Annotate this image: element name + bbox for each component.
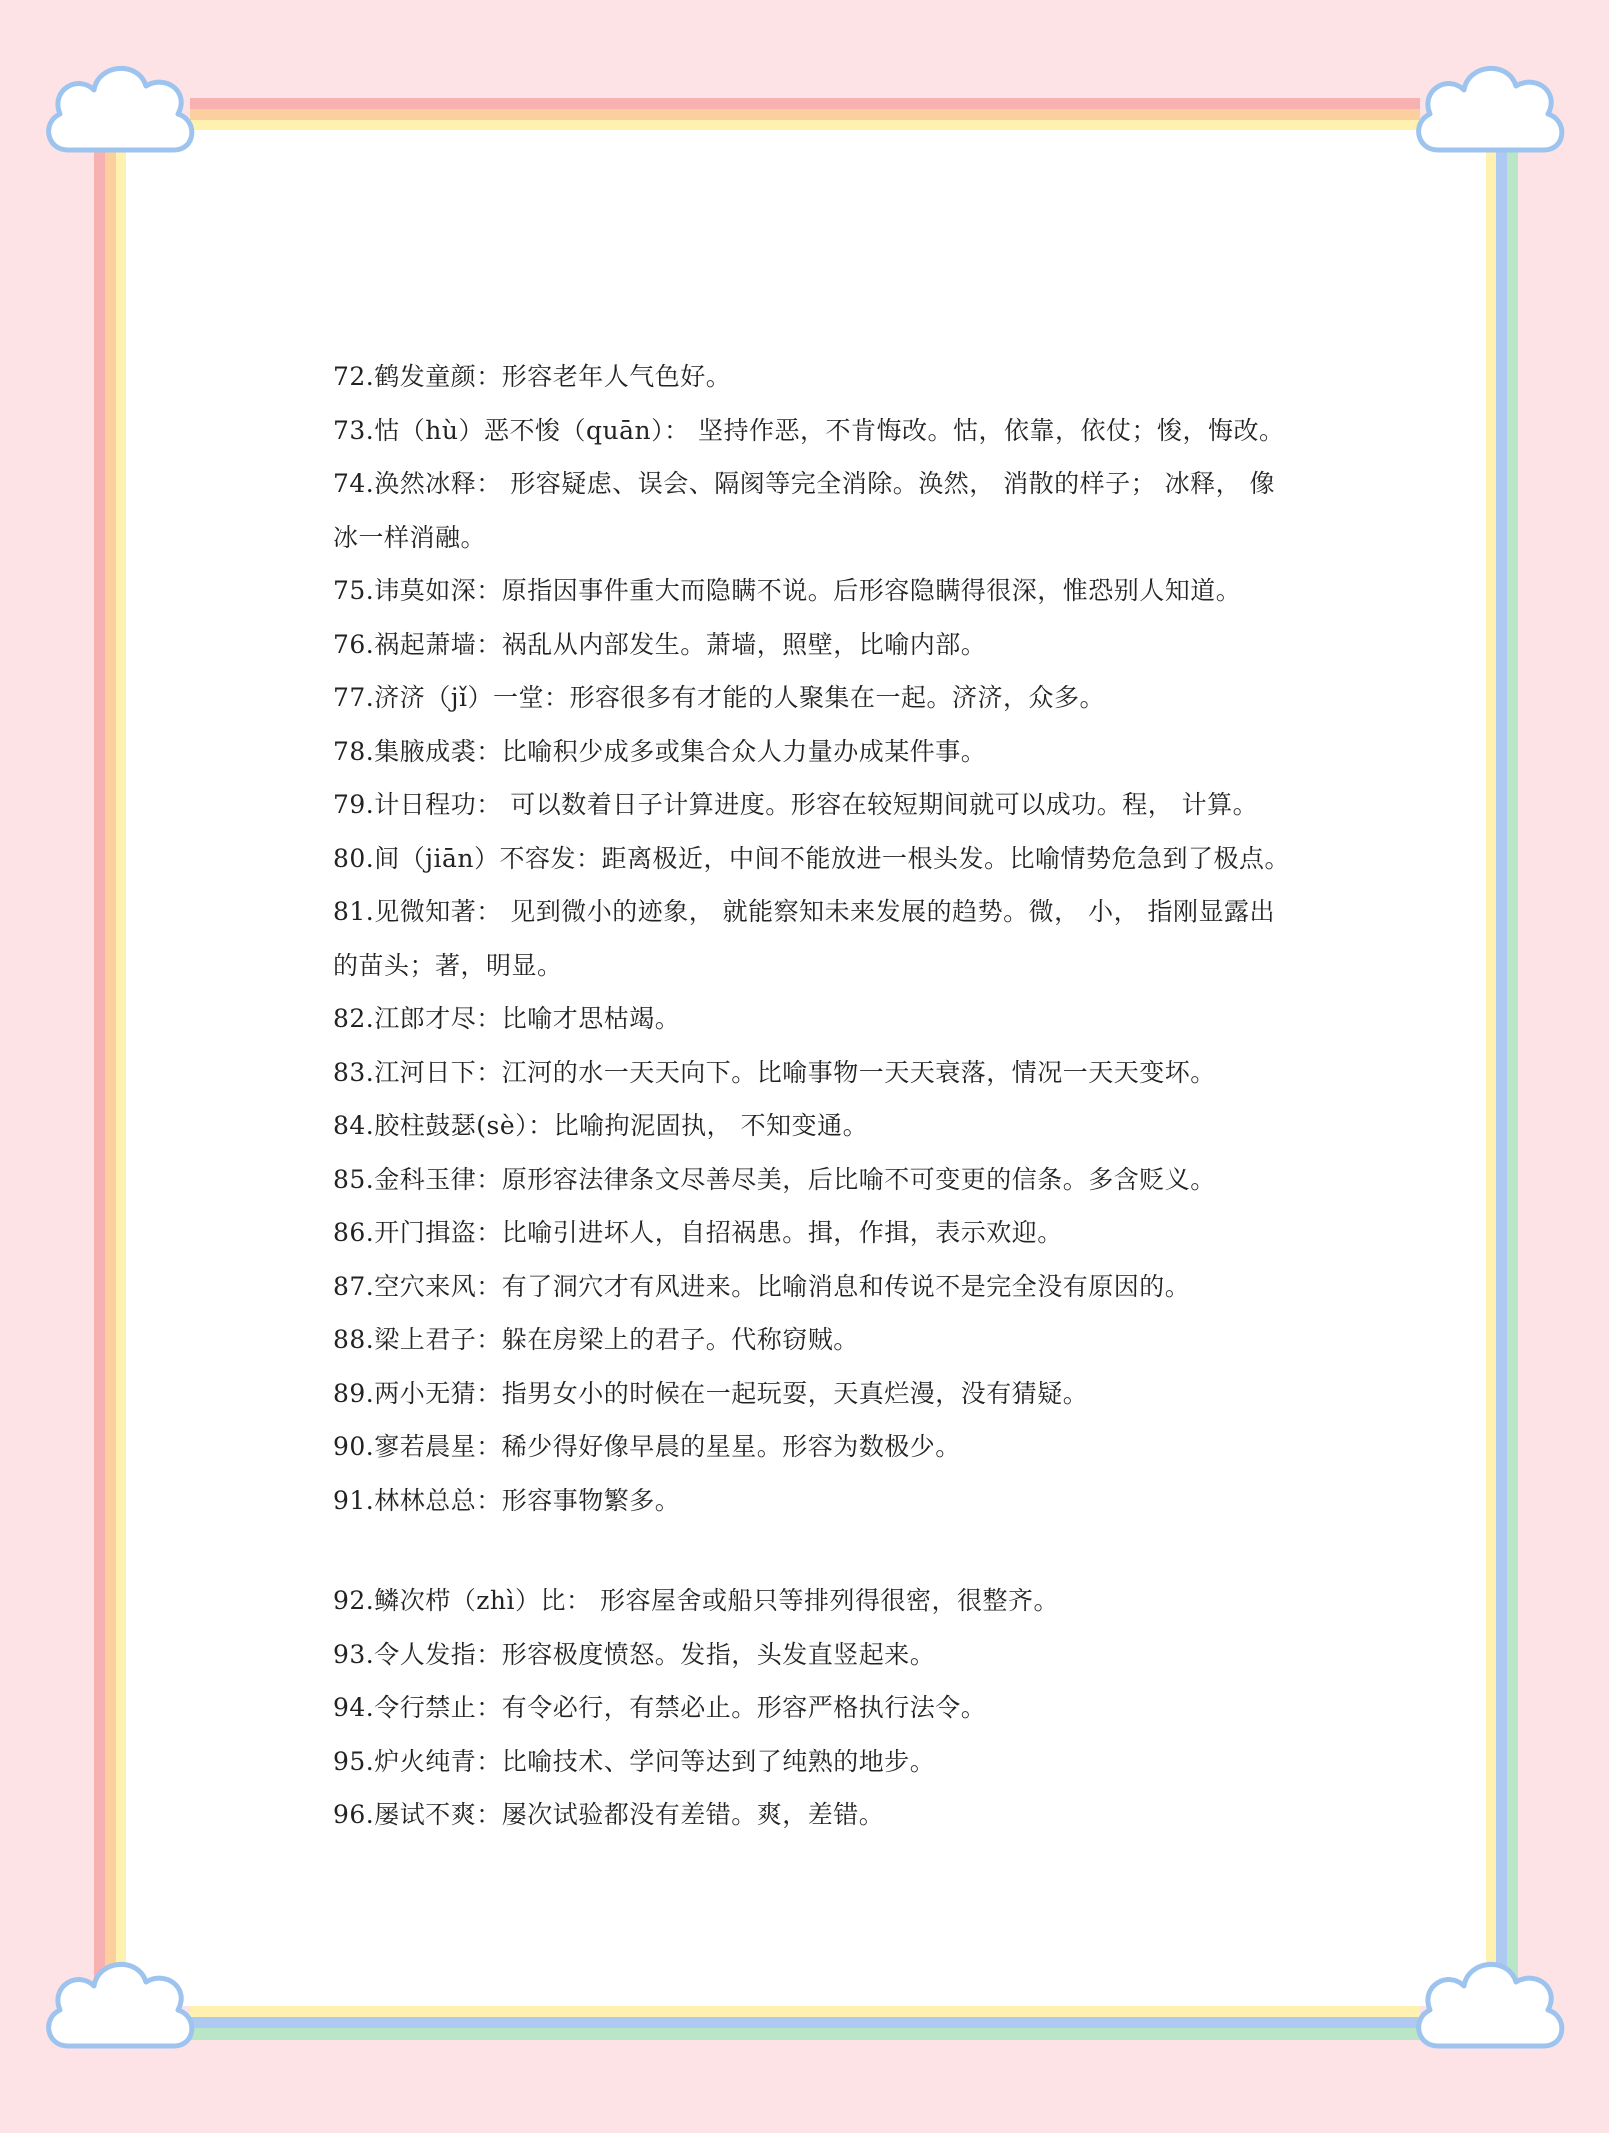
border-stripe-left (116, 150, 126, 1990)
idiom-entry-78: 78.集腋成裘：比喻积少成多或集合众人力量办成某件事。 (333, 736, 987, 766)
idiom-entry-74: 74.涣然冰释： 形容疑虑、误会、隔阂等完全消除。涣然， 消散的样子； 冰释， 像冰一样消融。 (333, 469, 1276, 552)
idiom-entry-83: 83.江河日下：江河的水一天天向下。比喻事物一天天衰落，情况一天天变坏。 (333, 1057, 1216, 1087)
cloud-icon (1408, 1948, 1573, 2068)
idiom-entry-89: 89.两小无猜：指男女小的时候在一起玩耍，天真烂漫，没有猜疑。 (333, 1378, 1089, 1408)
idiom-list (333, 350, 1293, 1842)
cloud-icon (38, 1948, 203, 2068)
idiom-entry-90: 90.寥若晨星：稀少得好像早晨的星星。形容为数极少。 (333, 1432, 961, 1461)
idiom-entry-73: 73.怙（hù）恶不悛（quān）： 坚持作恶，不肯悔改。怙，依靠，依仗；悛，悔改。 (333, 415, 1285, 445)
cloud-icon (38, 52, 203, 172)
border-stripe-bottom (190, 2006, 1420, 2017)
idiom-entry-82: 82.江郎才尽：比喻才思枯竭。 (333, 1004, 681, 1033)
border-stripe-left (105, 150, 116, 1990)
idiom-entry-81: 81.见微知著： 见到微小的迹象， 就能察知未来发展的趋势。微， 小， 指刚显露出的苗头；著，明显。 (333, 897, 1276, 980)
idiom-entry-72: 72.鹤发童颜：形容老年人气色好。 (333, 362, 732, 391)
idiom-entry-79: 79.计日程功： 可以数着日子计算进度。形容在较短期间就可以成功。程， 计算。 (333, 790, 1259, 819)
cloud-icon (1408, 52, 1573, 172)
idiom-entry-93: 93.令人发指：形容极度愤怒。发指，头发直竖起来。 (333, 1639, 936, 1669)
idiom-entry-88: 88.梁上君子：躲在房梁上的君子。代称窃贼。 (333, 1325, 859, 1354)
idiom-entry-91: 91.林林总总：形容事物繁多。 (333, 1485, 681, 1515)
idiom-entry-92: 92.鳞次栉（zhì）比： 形容屋舍或船只等排列得很密，很整齐。 (333, 1586, 1059, 1615)
border-stripe-top (190, 98, 1420, 109)
idiom-entry-85: 85.金科玉律：原形容法律条文尽善尽美，后比喻不可变更的信条。多含贬义。 (333, 1164, 1216, 1194)
border-stripe-bottom (190, 2028, 1420, 2040)
idiom-entry-95: 95.炉火纯青：比喻技术、学问等达到了纯熟的地步。 (333, 1746, 936, 1776)
border-stripe-left (94, 150, 105, 1990)
border-stripe-top (190, 109, 1420, 120)
idiom-entry-80: 80.间（jiān）不容发：距离极近，中间不能放进一根头发。比喻情势危急到了极点。 (333, 843, 1291, 873)
idiom-entry-76: 76.祸起萧墙：祸乱从内部发生。萧墙，照壁，比喻内部。 (333, 629, 987, 659)
idiom-entry-77: 77.济济（jǐ）一堂：形容很多有才能的人聚集在一起。济济，众多。 (333, 683, 1106, 712)
idiom-entry-87: 87.空穴来风：有了洞穴才有风进来。比喻消息和传说不是完全没有原因的。 (333, 1271, 1191, 1301)
border-stripe-right (1486, 150, 1496, 1990)
border-stripe-right (1496, 150, 1507, 1990)
idiom-entry-75: 75.讳莫如深：原指因事件重大而隐瞒不说。后形容隐瞒得很深，惟恐别人知道。 (333, 576, 1242, 605)
idiom-entry-96: 96.屡试不爽：屡次试验都没有差错。爽，差错。 (333, 1800, 885, 1829)
idiom-entry-86: 86.开门揖盗：比喻引进坏人，自招祸患。揖，作揖，表示欢迎。 (333, 1218, 1063, 1247)
border-stripe-right (1507, 150, 1518, 1990)
border-stripe-bottom (190, 2017, 1420, 2028)
idiom-entry-84: 84.胶柱鼓瑟(sè）：比喻拘泥固执， 不知变通。 (333, 1111, 869, 1140)
idiom-entry-94: 94.令行禁止：有令必行，有禁必止。形容严格执行法令。 (333, 1693, 987, 1722)
border-stripe-top (190, 120, 1420, 130)
